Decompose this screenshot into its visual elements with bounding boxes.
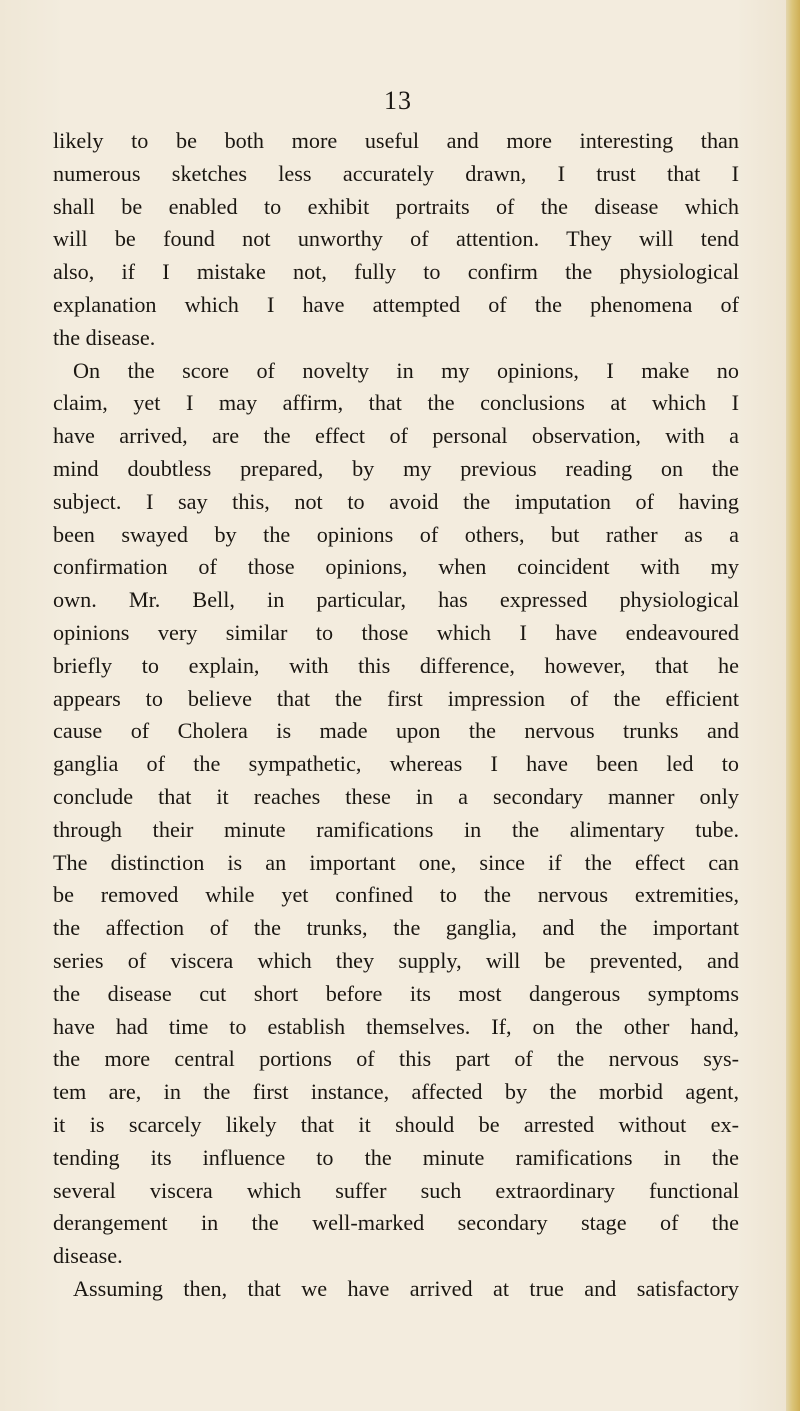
text-line: own. Mr. Bell, in particular, has expressed physiological <box>53 587 739 613</box>
page-number: 13 <box>384 86 412 115</box>
page-edge <box>786 0 800 1411</box>
text-line: tending its influence to the minute ramifications in the <box>53 1144 739 1170</box>
text-line: several viscera which suffer such extraordinary functional <box>53 1177 739 1203</box>
text-line: the affection of the trunks, the ganglia, and the important <box>53 915 739 941</box>
text-line: conclude that it reaches these in a secondary manner only <box>53 783 739 809</box>
text-line: be removed while yet confined to the nervous extremities, <box>53 882 739 908</box>
text-line: through their minute ramifications in the alimentary tube. <box>53 816 739 842</box>
body-text <box>53 125 739 1306</box>
text-line: been swayed by the opinions of others, but rather as a <box>53 521 739 547</box>
text-line: have arrived, are the effect of personal observation, with a <box>53 423 739 449</box>
text-line: it is scarcely likely that it should be arrested without ex- <box>53 1111 739 1137</box>
text-line: The distinction is an important one, since if the effect can <box>53 849 739 875</box>
text-line: derangement in the well-marked secondary stage of the <box>53 1210 739 1236</box>
text-line: also, if I mistake not, fully to confirm the physiological <box>53 259 739 285</box>
text-line: have had time to establish themselves. If, on the other hand, <box>53 1013 739 1039</box>
text-line: ganglia of the sympathetic, whereas I have been led to <box>53 751 739 777</box>
text-line: subject. I say this, not to avoid the imputation of having <box>53 488 739 514</box>
text-line: opinions very similar to those which I have endeavoured <box>53 619 739 645</box>
text-line: will be found not unworthy of attention. They will tend <box>53 226 739 252</box>
text-line: cause of Cholera is made upon the nervous trunks and <box>53 718 739 744</box>
text-line: likely to be both more useful and more interesting than <box>53 128 739 153</box>
text-line: shall be enabled to exhibit portraits of the disease which <box>53 193 739 219</box>
text-line: series of viscera which they supply, will be prevented, and <box>53 947 739 973</box>
text-line: numerous sketches less accurately drawn, I trust that I <box>53 160 739 186</box>
text-line: mind doubtless prepared, by my previous reading on the <box>53 455 739 481</box>
text-line: confirmation of those opinions, when coincident with my <box>53 554 739 580</box>
text-line: the more central portions of this part of the nervous sys- <box>53 1046 739 1072</box>
text-line: explanation which I have attempted of the phenomena of <box>53 291 739 317</box>
text-line: On the score of novelty in my opinions, I make no <box>73 357 739 383</box>
text-line: appears to believe that the first impression of the efficient <box>53 685 739 711</box>
text-line: tem are, in the first instance, affected by the morbid agent, <box>53 1079 739 1105</box>
text-line: the disease. <box>53 324 156 350</box>
text-line: the disease cut short before its most dangerous symptoms <box>53 980 739 1006</box>
text-line: briefly to explain, with this difference, however, that he <box>53 652 739 678</box>
text-line: disease. <box>53 1243 123 1269</box>
text-line: claim, yet I may affirm, that the conclusions at which I <box>53 390 739 416</box>
text-line: Assuming then, that we have arrived at true and satisfactory <box>73 1275 739 1301</box>
